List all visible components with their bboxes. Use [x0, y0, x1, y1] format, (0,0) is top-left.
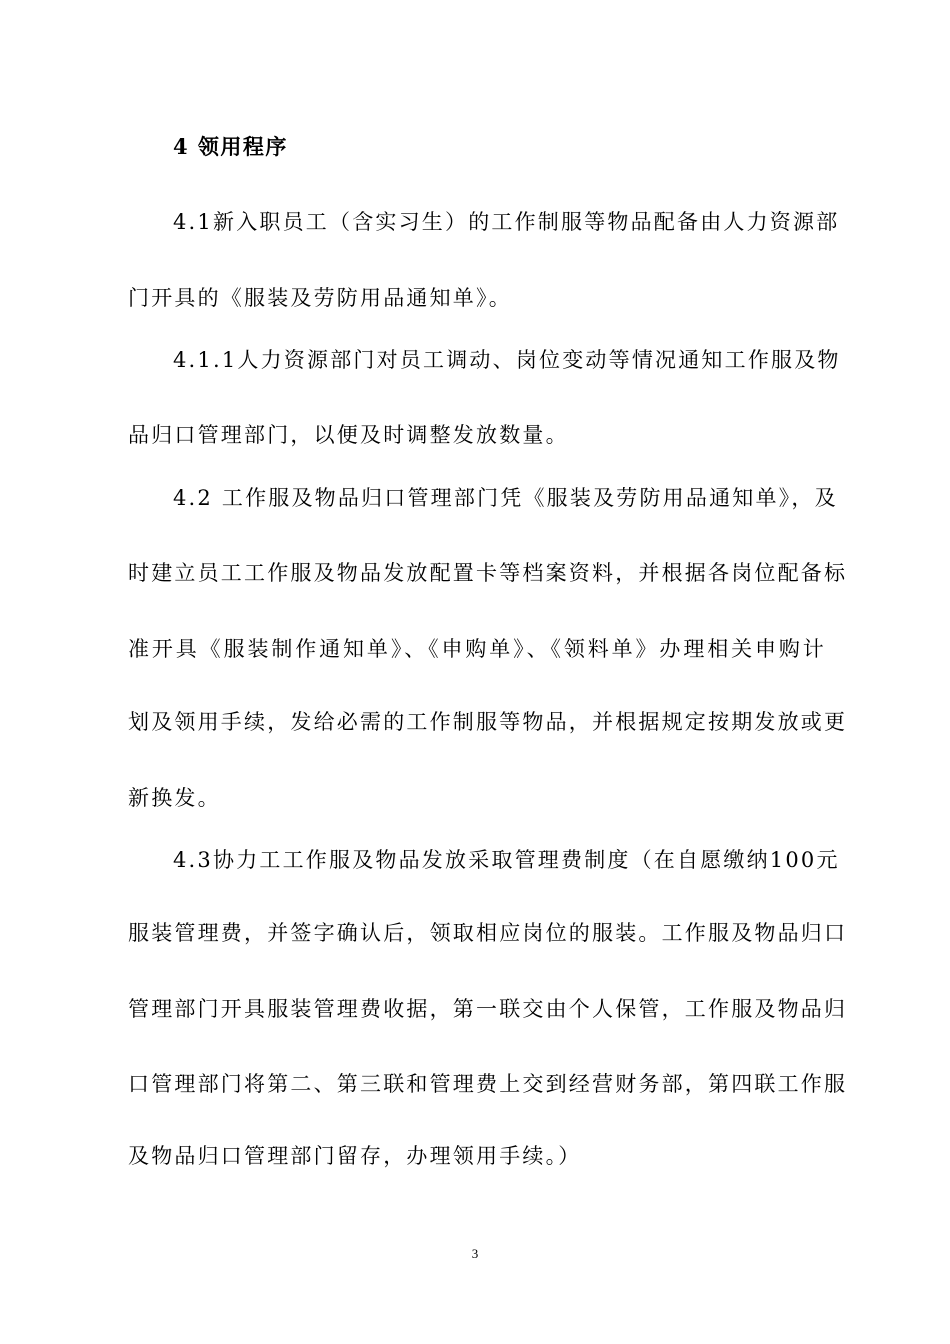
paragraph-4-2-line-4: 划及领用手续，发给必需的工作制服等物品，并根据规定按期发放或更 — [128, 710, 848, 734]
section-heading: 4 领用程序 — [173, 134, 288, 159]
paragraph-4-3-line-3: 管理部门开具服装管理费收据，第一联交由个人保管，工作服及物品归 — [128, 997, 848, 1021]
paragraph-4-2-line-1: 4.2 工作服及物品归口管理部门凭《服装及劳防用品通知单》，及 — [173, 486, 838, 510]
paragraph-4-1-line-2: 门开具的《服装及劳防用品通知单》。 — [128, 286, 512, 310]
paragraph-4-2-line-3: 准开具《服装制作通知单》、《申购单》、《领料单》办理相关申购计 — [128, 637, 826, 661]
paragraph-4-3-line-2: 服装管理费，并签字确认后，领取相应岗位的服装。工作服及物品归口 — [128, 921, 848, 945]
paragraph-4-3-line-1: 4.3协力工工作服及物品发放采取管理费制度（在自愿缴纳100元 — [173, 848, 840, 872]
paragraph-4-1-line-1: 4.1新入职员工（含实习生）的工作制服等物品配备由人力资源部 — [173, 210, 840, 234]
paragraph-4-1-1-line-1: 4.1.1人力资源部门对员工调动、岗位变动等情况通知工作服及物 — [173, 348, 841, 372]
paragraph-4-3-line-4: 口管理部门将第二、第三联和管理费上交到经营财务部，第四联工作服 — [128, 1072, 848, 1096]
paragraph-4-2-line-2: 时建立员工工作服及物品发放配置卡等档案资料，并根据各岗位配备标 — [128, 561, 848, 585]
paragraph-4-2-line-5: 新换发。 — [128, 786, 221, 810]
page-number: 3 — [471, 1246, 479, 1261]
paragraph-4-1-1-line-2: 品归口管理部门，以便及时调整发放数量。 — [128, 423, 569, 447]
paragraph-4-3-line-5: 及物品归口管理部门留存，办理领用手续。） — [128, 1144, 582, 1168]
